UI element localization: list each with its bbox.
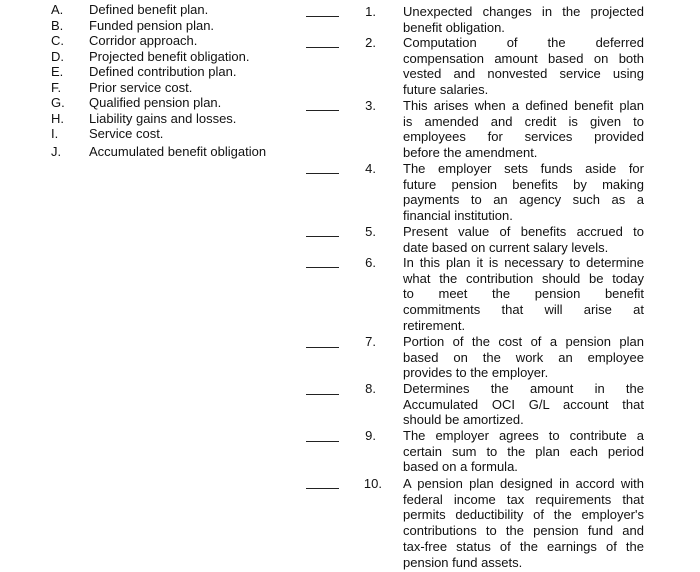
term-text: Funded pension plan.: [89, 17, 215, 33]
question-number: 4.: [365, 161, 376, 176]
question-line: financial institution.: [403, 208, 513, 224]
question-line: future salaries.: [403, 82, 489, 98]
question-line: before the amendment.: [403, 145, 538, 161]
question-number: 5.: [365, 224, 376, 239]
answer-blank[interactable]: [306, 16, 339, 17]
question-text: [403, 334, 644, 381]
term-letter: H.: [51, 110, 64, 126]
term-text: Defined contribution plan.: [89, 64, 237, 79]
question-line: The employer sets funds aside for: [403, 161, 644, 176]
question-number: 7.: [365, 334, 376, 349]
question-text: [403, 224, 644, 255]
question-line: Computation of the deferred: [403, 35, 644, 50]
question-line: benefit obligation.: [403, 19, 505, 35]
term-text: Accumulated benefit obligation: [89, 144, 267, 159]
question-line: Portion of the cost of a pension plan: [403, 334, 644, 349]
answer-blank[interactable]: [306, 110, 339, 111]
question-line: certain sum to the plan each period: [403, 443, 644, 459]
question-line: The employer agrees to contribute a: [403, 428, 644, 443]
question-line: employees for services provided: [403, 129, 644, 145]
question-line: based on a formula.: [403, 459, 518, 475]
question-line: vested and nonvested service using: [403, 66, 644, 82]
question-line: retirement.: [403, 317, 466, 333]
question-line: Determines the amount in the: [403, 381, 644, 396]
question-line: commitments that will arise at: [403, 302, 644, 318]
term-letter: B.: [51, 17, 64, 33]
question-line: date based on current salary levels.: [403, 239, 609, 255]
question-text: [403, 476, 644, 570]
term-text: Service cost.: [89, 126, 164, 141]
question-line: to meet the pension benefit: [403, 286, 644, 302]
term-letter: I.: [51, 126, 59, 141]
question-line: Accumulated OCI G/L account that: [403, 396, 644, 412]
term-text: Prior service cost.: [89, 79, 193, 95]
term-text: Projected benefit obligation.: [89, 48, 250, 64]
question-number: 8.: [365, 381, 376, 396]
term-letter: G.: [51, 95, 65, 110]
question-line: what the contribution should be today: [403, 270, 644, 286]
answer-blank[interactable]: [306, 236, 339, 237]
answer-blank[interactable]: [306, 488, 339, 489]
question-line: Unexpected changes in the projected: [403, 4, 644, 19]
question-text: [403, 255, 644, 334]
term-text: Qualified pension plan.: [89, 95, 222, 110]
term-text: Corridor approach.: [89, 33, 198, 48]
question-line: based on the work an employee: [403, 349, 644, 365]
term-letter: E.: [51, 64, 64, 79]
term-letter: F.: [51, 79, 62, 95]
question-text: [403, 428, 644, 475]
question-number: 9.: [365, 428, 376, 443]
question-line: In this plan it is necessary to determine: [403, 255, 644, 270]
question-line: pension fund assets.: [403, 554, 523, 570]
question-number: 10.: [363, 476, 382, 491]
answer-blank[interactable]: [306, 394, 339, 395]
answer-blank[interactable]: [306, 267, 339, 268]
question-line: A pension plan designed in accord with: [403, 476, 644, 491]
term-letter: A.: [51, 2, 64, 17]
answer-blank[interactable]: [306, 441, 339, 442]
question-line: provides to the employer.: [403, 365, 549, 381]
question-line: contributions to the pension fund and: [403, 523, 644, 539]
question-line: compensation amount based on both: [403, 50, 644, 66]
question-number: 1.: [365, 4, 376, 19]
answer-blank[interactable]: [306, 173, 339, 174]
question-text: [403, 381, 644, 428]
question-number: 2.: [365, 35, 376, 50]
question-text: [403, 161, 644, 224]
question-line: future pension benefits by making: [403, 176, 644, 192]
term-letter: C.: [51, 33, 64, 48]
question-text: [403, 35, 644, 98]
answer-blank[interactable]: [306, 347, 339, 348]
question-line: permits deductibility of the employer's: [403, 507, 644, 523]
question-number: 3.: [365, 98, 376, 113]
question-line: is amended and credit is given to: [403, 113, 644, 129]
term-letter: D.: [51, 48, 64, 64]
question-line: payments to an agency such as a: [403, 192, 644, 208]
question-line: This arises when a defined benefit plan: [403, 98, 644, 113]
question-text: [403, 98, 644, 161]
term-text: Defined benefit plan.: [89, 2, 209, 17]
question-text: [403, 4, 644, 35]
question-line: should be amortized.: [403, 412, 524, 428]
question-line: tax-free status of the earnings of the: [403, 538, 644, 554]
answer-blank[interactable]: [306, 47, 339, 48]
question-number: 6.: [365, 255, 376, 270]
question-line: federal income tax requirements that: [403, 491, 644, 507]
question-line: Present value of benefits accrued to: [403, 224, 644, 239]
term-letter: J.: [51, 144, 62, 159]
term-text: Liability gains and losses.: [89, 110, 237, 126]
